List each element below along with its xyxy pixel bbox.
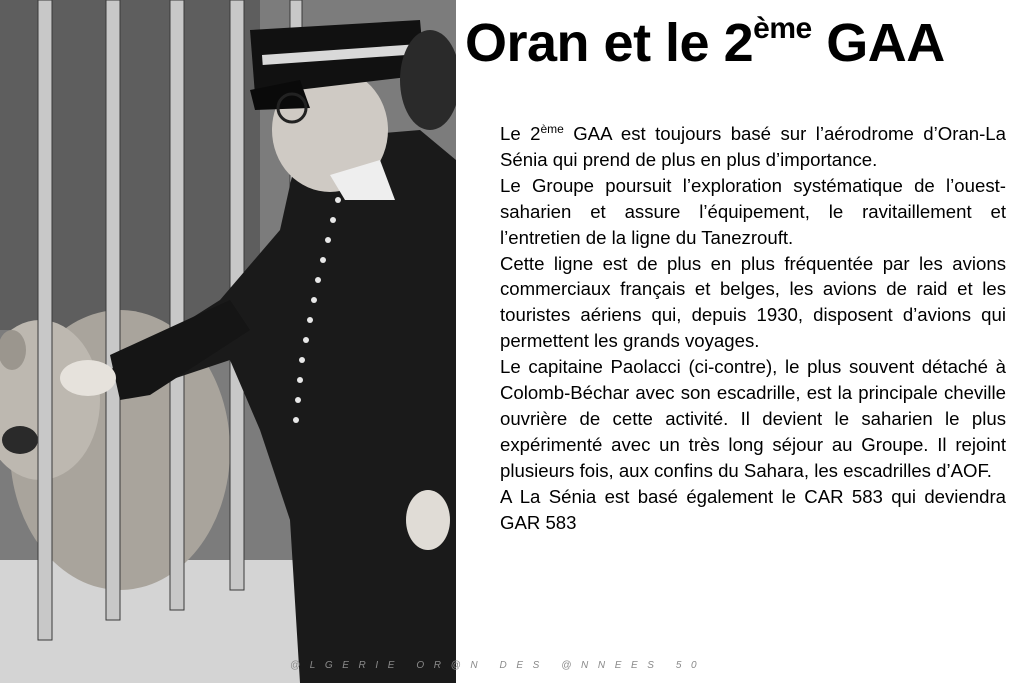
watermark: @LGERIE OR@N DES @NNEES 50 <box>290 660 707 671</box>
title-superscript: ème <box>753 12 812 45</box>
paragraph-3: Cette ligne est de plus en plus fréquentée par les avions commerciaux français et belges, les avions de raid et les touristes aériens qui, depuis 1930, disposent d’avions qui permettent les grands voyages. <box>500 252 1006 352</box>
body-text <box>500 121 1006 536</box>
paragraph-2: Le Groupe poursuit l’exploration systématique de l’ouest-saharien et assure l’équipement, le ravitaillement et l’entretien de la ligne du Tanezrouft. <box>500 174 1006 248</box>
hand <box>60 360 116 396</box>
photo-illustration <box>0 0 456 683</box>
title-main: Oran et le 2 <box>465 13 754 73</box>
paragraph-5: A La Sénia est basé également le CAR 583 qui deviendra GAR 583 <box>500 485 1006 533</box>
page-title <box>465 8 1010 78</box>
title-end: GAA <box>811 13 945 73</box>
historical-photo <box>0 0 456 683</box>
paragraph-1: Le 2ème GAA est toujours basé sur l’aérodrome d’Oran-La Sénia qui prend de plus en plus d’importance. <box>500 121 1006 170</box>
paragraph-4: Le capitaine Paolacci (ci-contre), le plus souvent détaché à Colomb-Béchar avec son escadrille, est la principale cheville ouvrière de cette activité. Il devient le saharien le plus expérimenté avec un très long séjour au Groupe. Il rejoint plusieurs fois, aux confins du Sahara, les escadrilles d’AOF. <box>500 356 1006 481</box>
